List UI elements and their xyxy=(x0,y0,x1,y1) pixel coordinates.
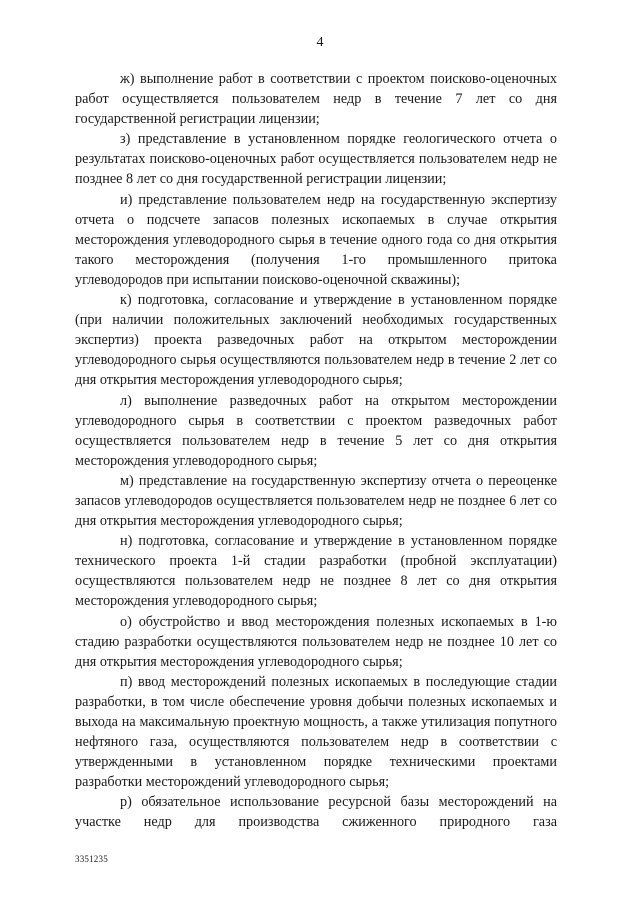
paragraph-n: н) подготовка, согласование и утверждение в установленном порядке технического проекта 1-й стадии разработки (пробной эксплуатации) осуществляются пользователем недр не позднее 8 лет со дня открытия месторождения углеводородного сырья; xyxy=(75,533,557,610)
paragraph-m: м) представление на государственную экспертизу отчета о переоценке запасов углеводородов осуществляется пользователем недр не позднее 6 лет со дня открытия месторождения углеводородного сырья; xyxy=(75,472,557,530)
paragraph-z: з) представление в установленном порядке геологического отчета о результатах поисково-оценочных работ осуществляется пользователем недр не позднее 8 лет со дня государственной регистрации лицензии; xyxy=(75,131,557,188)
document-body xyxy=(75,69,557,833)
paragraph-o: о) обустройство и ввод месторождения полезных ископаемых в 1-ю стадию разработки осуществляются пользователем недр не позднее 10 лет со дня открытия месторождения углеводородного сырья; xyxy=(75,613,557,670)
paragraph-k: к) подготовка, согласование и утверждение в установленном порядке (при наличии положительных заключений необходимых государственных экспертиз) проекта разведочных работ на открытом месторождении углеводородного сырья осуществляются пользователем недр в течение 2 лет со дня открытия месторождения углеводородного сырья; xyxy=(75,292,557,389)
paragraph-r: р) обязательное использование ресурсной базы месторождений на участке недр для производства сжиженного природного газа xyxy=(75,794,557,831)
paragraph-i: и) представление пользователем недр на государственную экспертизу отчета о подсчете запасов полезных ископаемых в случае открытия месторождения углеводородного сырья в течение одного года со дня открытия такого месторождения (получения 1-го промышленного притока углеводородов при испытании поисково-оценочной скважины); xyxy=(75,191,557,288)
page-number: 4 xyxy=(316,35,324,50)
paragraph-zh: ж) выполнение работ в соответствии с проектом поисково-оценочных работ осуществляется пользователем недр в течение 7 лет со дня государственной регистрации лицензии; xyxy=(75,71,557,128)
document-footer-code: 3351235 xyxy=(75,854,108,864)
paragraph-l: л) выполнение разведочных работ на открытом месторождении углеводородного сырья в соответствии с проектом разведочных работ осуществляется пользователем недр в течение 5 лет со дня открытия месторождения углеводородного сырья; xyxy=(75,392,557,469)
paragraph-p: п) ввод месторождений полезных ископаемых в последующие стадии разработки, в том числе обеспечение уровня добычи полезных ископаемых и выхода на максимальную проектную мощность, а также утилизация попутного нефтяного газа, осуществляются пользователем недр в соответствии с утвержденными в установленном порядке техническими проектами разработки месторождений углеводородного сырья; xyxy=(75,673,557,791)
